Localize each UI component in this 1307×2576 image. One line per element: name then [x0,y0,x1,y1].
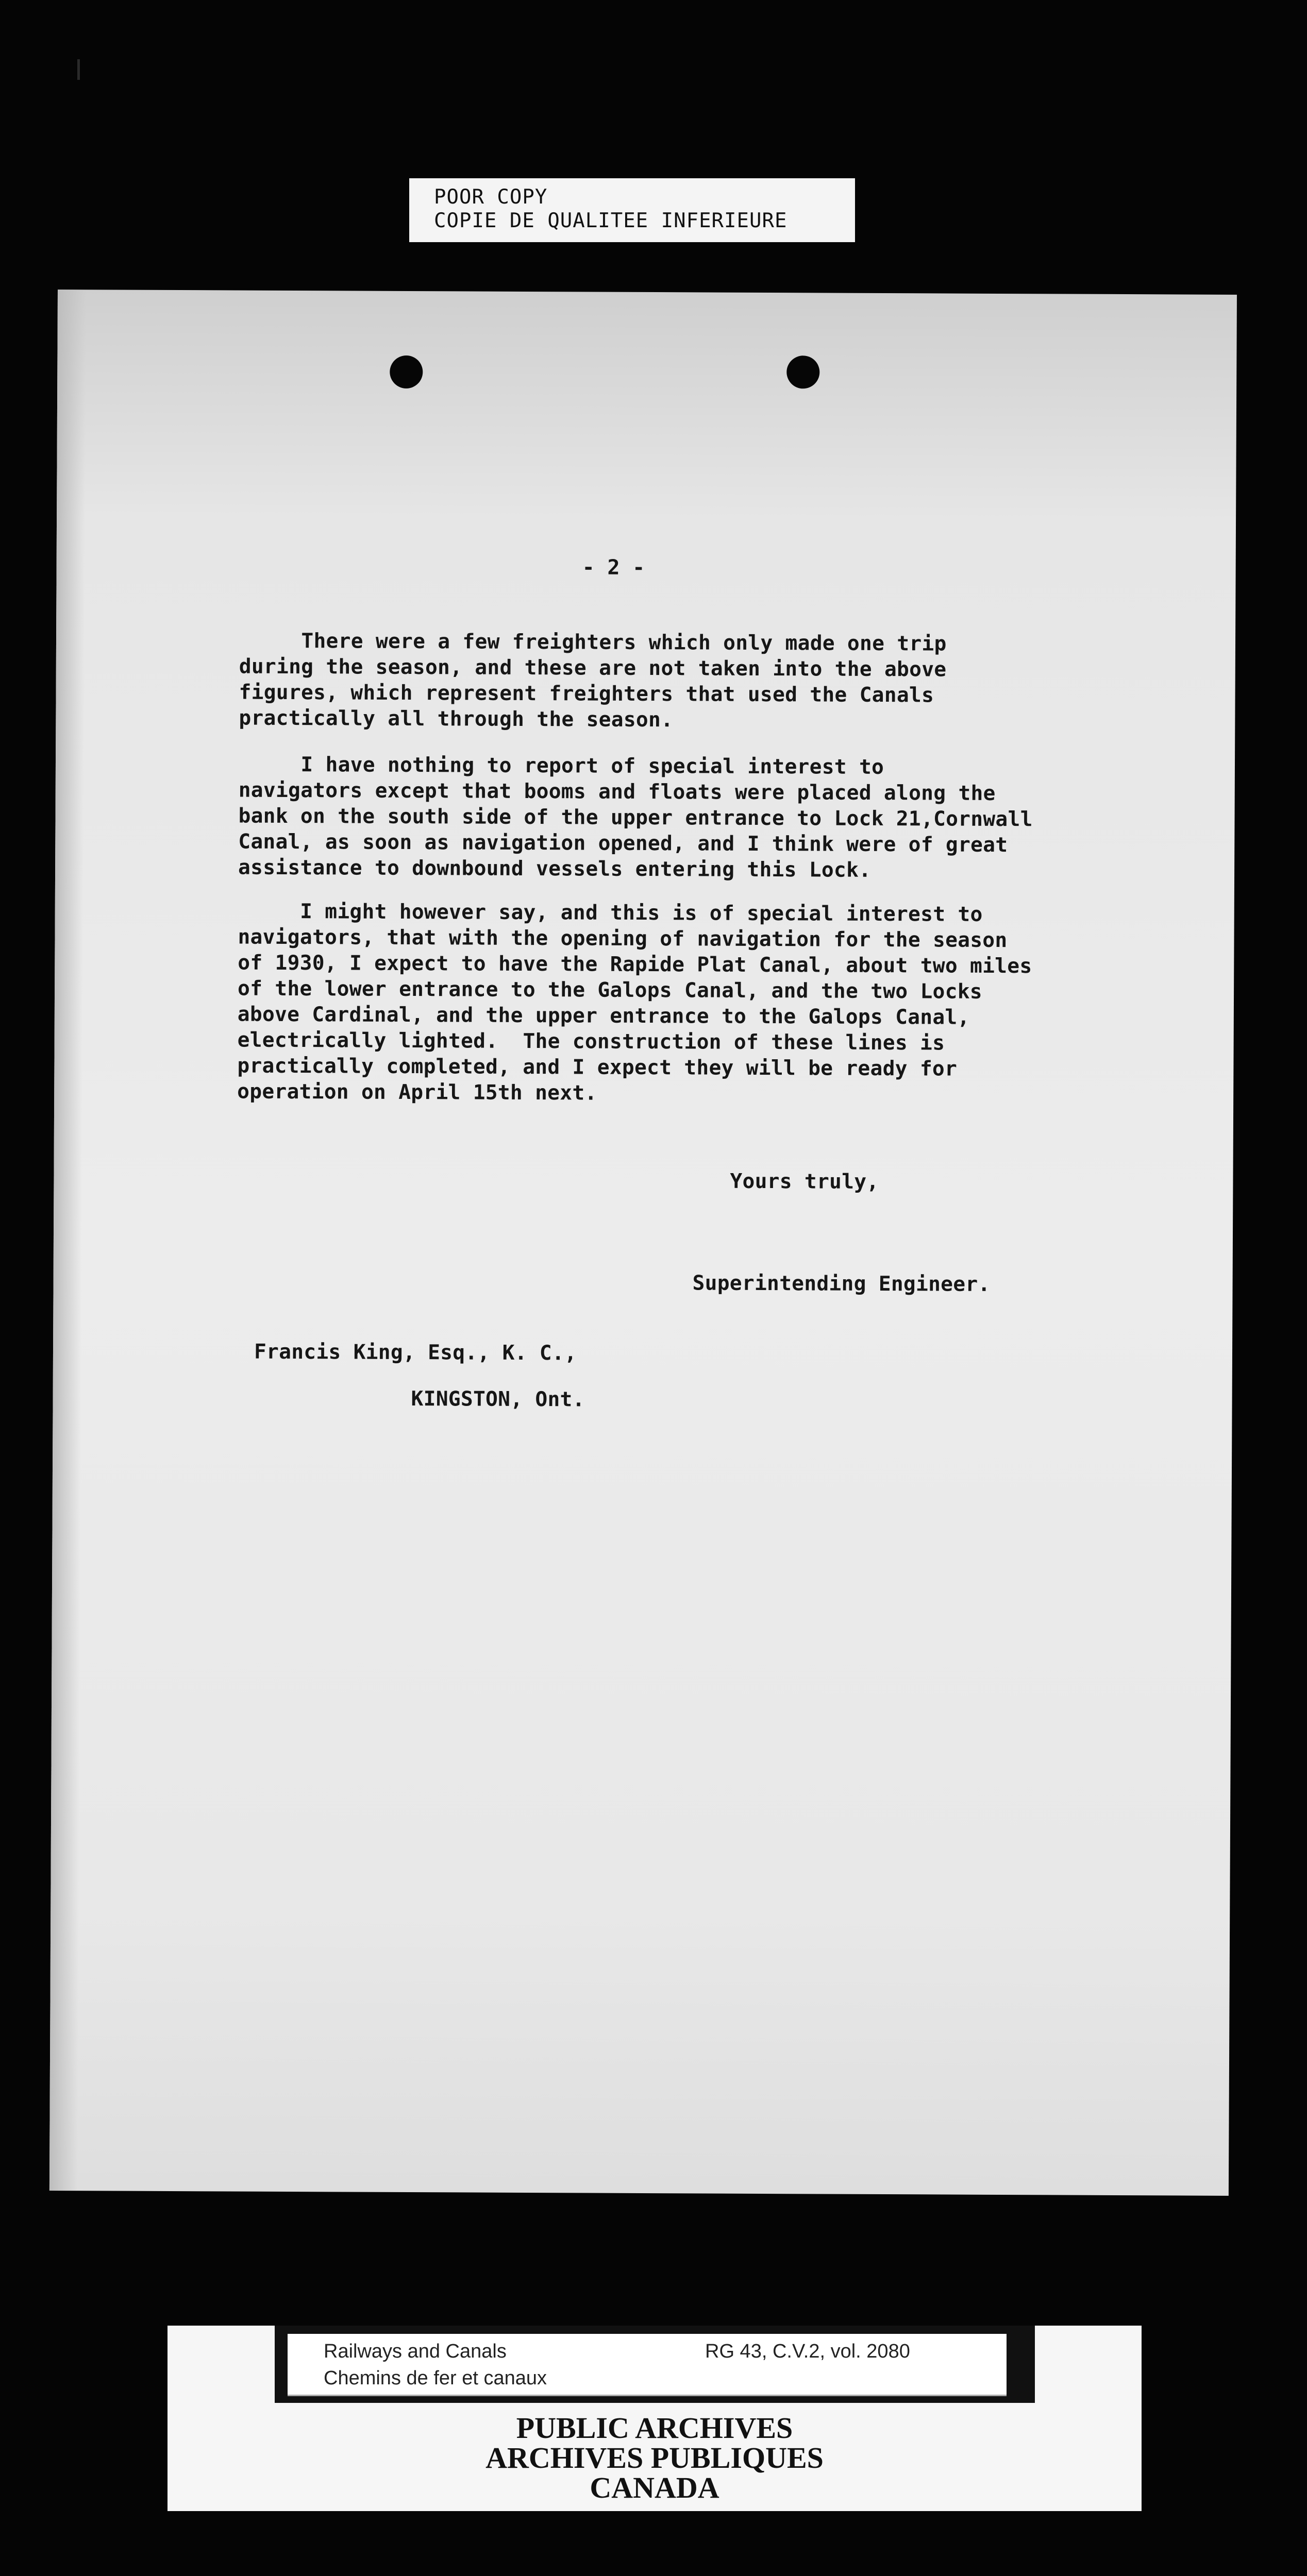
text-line: practically completed, and I expect they will be ready for [237,1054,958,1081]
record-reference: RG 43, C.V.2, vol. 2080 [705,2341,910,2362]
department-fr: Chemins de fer et canaux [324,2367,547,2389]
text-line: of the lower entrance to the Galops Canal, and the two Locks [237,976,983,1004]
text-line: Canal, as soon as navigation opened, and I think were of great [238,829,1008,857]
letter-body [49,290,1237,2196]
text-line: during the season, and these are not taken into the above [239,654,947,682]
text-line: electrically lighted. The construction of these lines is [237,1028,945,1055]
text-line: figures, which represent freighters that used the Canals [239,680,934,707]
page-number: - 2 - [582,555,645,580]
paragraph-freighters [239,628,1260,736]
department-en: Railways and Canals [324,2341,507,2362]
text-line: I might however say, and this is of special interest to [238,899,983,926]
department-names [324,2338,547,2392]
signature-title: Superintending Engineer. [692,1271,991,1296]
letter-closing: Yours truly, [730,1169,879,1194]
text-line: navigators, that with the opening of navigation for the season [238,925,1008,953]
record-group-label [288,2334,1007,2396]
archives-title [167,2413,1142,2503]
poor-copy-line-en: POOR COPY [434,185,548,209]
archives-line-fr: ARCHIVES PUBLIQUES [485,2441,824,2475]
text-line: practically all through the season. [239,706,674,732]
paragraph-lighting [237,899,1259,1109]
archive-label [167,2326,1142,2511]
poor-copy-line-fr: COPIE DE QUALITEE INFERIEURE [434,209,787,232]
letter-page [49,290,1237,2196]
archives-line-country: CANADA [590,2471,719,2504]
text-line: bank on the south side of the upper entrance to Lock 21,Cornwall [238,804,1033,832]
text-line: of 1930, I expect to have the Rapide Plat Canal, about two miles [238,951,1032,978]
film-scratch-mark [77,59,80,80]
text-line: above Cardinal, and the upper entrance to the Galops Canal, [237,1002,970,1029]
text-line: navigators except that booms and floats were placed along the [238,778,996,805]
paragraph-booms-floats [238,752,1259,885]
text-line: assistance to downbound vessels entering this Lock. [238,855,872,882]
addressee-name: Francis King, Esq., K. C., [254,1340,577,1365]
text-line: I have nothing to report of special interest to [238,752,884,779]
poor-copy-notice [409,178,855,242]
archives-line-en: PUBLIC ARCHIVES [516,2411,793,2445]
addressee-city: KINGSTON, Ont. [411,1387,585,1412]
text-line: There were a few freighters which only made one trip [239,629,947,656]
text-line: operation on April 15th next. [237,1079,597,1105]
